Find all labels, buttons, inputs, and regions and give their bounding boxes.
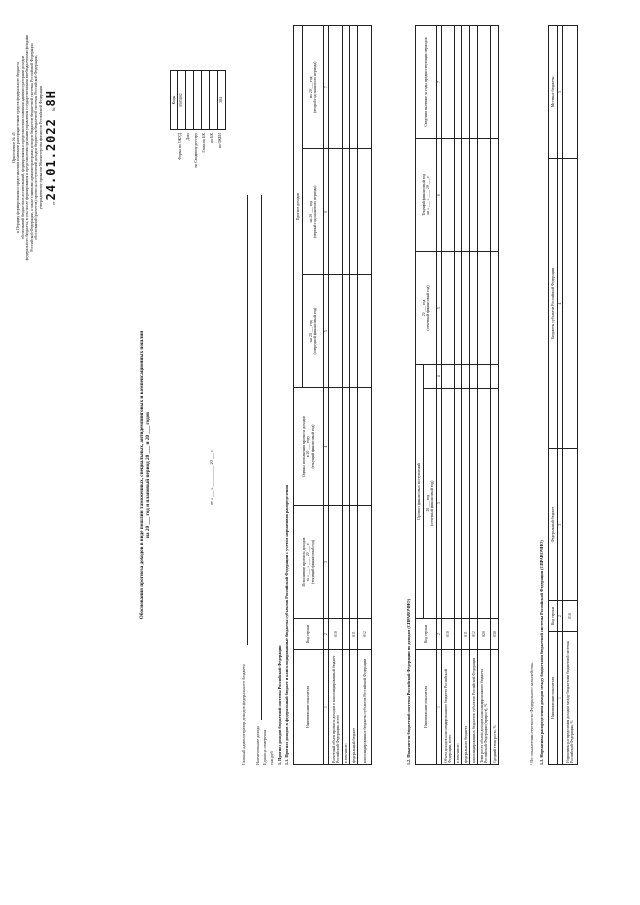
col-prev [416,252,437,365]
row-name: консолидированных бюджетов субъектов Российской Федерации [470,650,478,765]
col-fc1 [303,275,324,388]
num: 3 [324,506,329,619]
cell [455,252,462,365]
code-label: по БК [210,133,214,143]
norms-table [548,25,578,765]
table-row [462,26,470,765]
num: 7 [437,26,442,139]
appendix-title: Приложение № 45 [12,132,16,163]
col-est [294,388,324,506]
appendix-number: 8Н [44,90,59,107]
cell [478,388,491,618]
row-name: Объем доходов консолидированного бюджета Российской Федерации, всего [442,650,455,765]
num: 5 [437,252,442,365]
col-code: Код строки [294,619,324,650]
col-fc2-sub: (первый год планового периода) [313,185,317,238]
table-row [350,26,358,765]
code-label: по ОКЕИ [218,133,222,149]
row-name: федерального бюджета [462,650,470,765]
col-prev2-label: 20 ___ год [421,299,426,317]
col-name: Наименование показателя [294,650,324,765]
table-row [491,26,499,765]
col-prev-sub: (отчетный финансовый год) [430,480,434,526]
cell [478,26,491,139]
cell [470,139,478,252]
row-name: Темп роста объема доходов консолидированного бюджета Российской Федерации (прирост), % [478,650,491,765]
title-line-2: на 20 ___ год и плановый период 20 ___ и 20 ___ годов [144,412,151,538]
col-est-sub: (текущий финансовый год) [310,424,315,469]
appendix-line: к Порядку формирования и представления главными распорядителями средств федерального бюджета [16,62,21,233]
num: 3 [437,388,442,618]
row-code: 010 [442,619,455,650]
cell [350,506,358,619]
cell [343,388,350,506]
cell [442,252,455,365]
code-label: по Сводному реестру [194,133,198,168]
meta-admin-line [247,195,248,645]
cell [343,149,350,275]
table-row [329,26,343,765]
num: 3 [558,449,563,601]
cell [329,26,343,149]
codes-header: Коды [171,71,178,130]
code-bk [210,71,218,130]
row-code: 020 [478,619,491,650]
meta-revenue: Наименование дохода [255,725,260,765]
row-code: 010 [563,601,578,632]
table-row [563,26,578,765]
table-row [478,26,491,765]
col-prev-a [424,388,437,618]
col-fc2-label: на 20 ___ год [308,201,313,223]
code-okei: 384 [218,71,226,130]
col-exec-label: Исполнение прогноза доходов [301,537,306,587]
cell [491,139,499,252]
cell [442,365,455,389]
cell [462,26,470,139]
cell [329,275,343,388]
cell [491,388,499,618]
col-fc3 [303,26,324,149]
col-fa: Прогноз финансовых поступлений [416,365,424,619]
col-exec-sub: (текущий финансовый год) [310,540,315,584]
cell [358,506,372,619]
cell [442,388,455,618]
col-prev-label: 20 ___ год [425,494,430,512]
cell [358,388,372,506]
col-est-label: Оценка исполнения прогноза доходов [301,415,306,478]
cell [491,252,499,365]
num: 7 [324,26,329,149]
appendix-line: утвержденному приказом Министерства финансов Российской Федерации [38,85,43,210]
appendix-line: федерального бюджета, в том числе формирования и представления органами управления государственными внебюджетными фондами [25,34,30,261]
row-name: Средний темп роста, % [491,650,499,765]
num: 1 [324,650,329,765]
cell [563,26,578,159]
codes-table [170,70,226,130]
cell [329,149,343,275]
cell [470,26,478,139]
cell [462,388,470,618]
col-name: Наименование показателя [549,632,558,765]
date-prefix: от [52,201,57,205]
section1-title: 1. Прогноз доходов бюджетной системы Российской Федерации [277,645,282,765]
cell [329,388,343,506]
col-fc3-sub: (второй год планового периода) [313,61,317,113]
num: 1 [558,632,563,765]
row-code [343,619,350,650]
col-est-year: в 20 ___ году [306,435,311,458]
cell [343,275,350,388]
cell [358,149,372,275]
row-name: Расчетный объем прогноза доходов в консолидированный бюджет Российской Федерации, всего [329,650,343,765]
row-code: 012 [470,619,478,650]
forecast-table [293,25,372,765]
appendix-date: 24.01.2022 [44,118,59,201]
cell [350,26,358,149]
row-name: в том числе: [455,650,462,765]
num: 2 [437,619,442,650]
meta-revenue-line [261,195,262,720]
cell [478,139,491,252]
meta-unit-value: тыс.руб [269,751,274,765]
code-glava [202,71,210,130]
table-row [470,26,478,765]
num: 2 [324,619,329,650]
appendix-line: обоснований бюджетных ассигнований, формирования и представления главными администраторами доходов [20,55,25,240]
cell [462,252,470,365]
table-row [343,26,350,765]
col-cur [416,139,437,252]
cell [442,26,455,139]
code-okud: 0505802 [178,71,186,130]
row-name: федеральный бюджет [350,650,358,765]
col-exec-year: за « ___ » ____ 20 ___ г. [306,542,311,582]
col-fc1-sub: (очередной финансовый год) [313,307,317,355]
cell [462,139,470,252]
col-code: Код строки [416,619,437,650]
code-label: Форма по ОКУД [178,133,182,160]
col-fed: Федеральный бюджет [549,449,558,601]
row-code [455,619,462,650]
appendix-line: обоснований (расчетов) прогноза поступлений доходов бюджетов бюджетной системы Российской Федерации, [34,55,39,240]
section11-title: 1.1. Прогноз доходов в федеральный бюджет и консолидированные бюджеты субъектов Российской Федерации с учетом нормативов распределения [284,484,289,765]
row-name: консолидированные бюджеты субъектов Российской Федерации [358,650,372,765]
num: 5 [324,275,329,388]
cell [455,139,462,252]
col-code: Код строки [549,601,558,632]
cell [491,26,499,139]
col-fc2 [303,149,324,275]
cell [455,388,462,618]
col-prev2-sub: (отчетный финансовый год) [426,285,430,331]
cell [478,365,491,389]
col-name: Наименование показателя [416,650,437,765]
title-line-1: Обоснования прогноза доходов в виде пошлин таможенных, специальных, антидемпинговых и компенсационных пошлин [139,330,145,620]
title-date: от « ___ » __________ 20 ___ г. [209,449,214,505]
cell [350,149,358,275]
row-code: 010 [329,619,343,650]
cell [470,252,478,365]
col-est: Сведения значение за годы предшествующих периодов [416,26,437,139]
section12-title: 1.2. Показатели бюджетной системы Российской Федерации по доходам (СПРАВОЧНО) [406,598,411,765]
table-row [455,26,462,765]
col-fc1-label: на 20 ___ год [308,320,313,342]
col-fc3-label: на 20 ___ год [308,76,313,98]
num: 2 [558,601,563,632]
cell [358,275,372,388]
code-registry [194,71,202,130]
num: 6 [324,149,329,275]
cell [455,26,462,139]
cell [470,388,478,618]
cell [455,365,462,389]
row-code: 030 [491,619,499,650]
cell [350,275,358,388]
num: 6 [437,139,442,252]
section12-footnote: ¹ По показателям отчетности Федерального казначейства. [529,662,534,765]
cell [478,252,491,365]
cell [563,158,578,449]
col-cur-label: Текущий финансовый год [421,174,426,216]
col-exec [294,506,324,619]
num: 4 [437,365,442,389]
col-forecast: Прогноз доходов [294,26,303,388]
cell [329,506,343,619]
cell [350,388,358,506]
num: 4 [324,388,329,506]
appendix-line: Российской Федерации, а также главными администраторами доходов бюджетов бюджетной системы Российской Федерации [29,43,34,252]
table-row [358,26,372,765]
row-code: 011 [462,619,470,650]
col-prev-b [424,365,437,389]
codes-labels [178,133,226,205]
section13-title: 1.3. Нормативы распределения доходов между бюджетами бюджетной системы Российской Федерации (СПРАВОЧНО) [539,540,544,765]
meta-unit: Единица измерения [262,729,267,765]
cell [563,449,578,601]
code-date [186,71,194,130]
number-prefix: № [52,107,57,112]
col-subj: Бюджеты субъектов Российской Федерации [549,158,558,449]
cell [358,26,372,149]
cell [470,365,478,389]
num: 4 [558,158,563,449]
cell [343,506,350,619]
cell [343,26,350,149]
row-name: Нормативы распределения доходов между бюджетами бюджетной системы Российской Федерации, % [563,632,578,765]
col-local: Местные бюджеты [549,26,558,159]
appendix-block [12,30,59,265]
col-cur-sub: на « ___ » ____ 20 ___ г. [426,175,430,215]
meta-admin: Главный администратор доходов федерального бюджета [241,664,246,765]
code-label: Дата [186,133,190,141]
cell [491,365,499,389]
row-code: 012 [358,619,372,650]
row-name: в том числе: [343,650,350,765]
num: 5 [558,26,563,159]
indicators-table [415,25,499,765]
code-label: Глава по БК [202,133,206,153]
num: 1 [437,650,442,765]
row-code: 011 [350,619,358,650]
form-title [140,195,152,755]
cell [462,365,470,389]
cell [442,139,455,252]
table-row [442,26,455,765]
